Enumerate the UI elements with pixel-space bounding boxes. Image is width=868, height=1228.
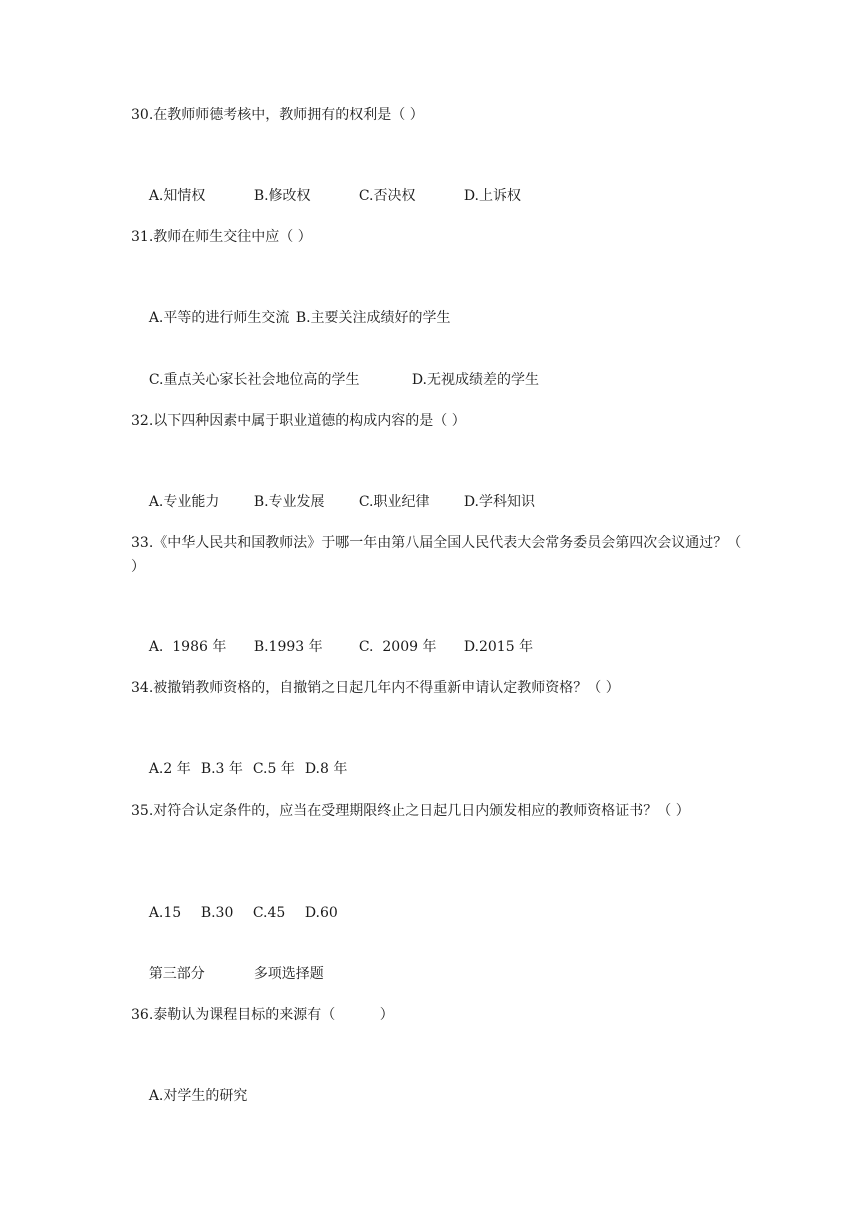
option-a: A.专业能力 — [148, 494, 220, 510]
option-c: C. 2009 年 — [358, 639, 437, 655]
option-b: B.1993 年 — [253, 639, 323, 655]
question-32-options — [131, 472, 535, 532]
question-31-options-line1 — [131, 288, 451, 348]
option-d: D.60 — [304, 905, 338, 921]
option-c: C.5 年 — [252, 761, 295, 777]
question-35-stem: 35.对符合认定条件的，应当在受理期限终止之日起几日内颁发相应的教师资格证书？（ ） — [131, 803, 690, 819]
option-c: C.重点关心家长社会地位高的学生 — [148, 372, 360, 388]
section-heading — [131, 944, 324, 1004]
option-a: A. 1986 年 — [148, 639, 227, 655]
option-d: D.8 年 — [304, 761, 348, 777]
option-b: B.修改权 — [253, 188, 311, 204]
option-d: D.上诉权 — [463, 188, 521, 204]
question-31-options-line2 — [131, 350, 539, 410]
option-c: C.45 — [252, 905, 286, 921]
question-33-options — [131, 617, 533, 677]
question-36-options — [131, 1066, 247, 1126]
option-c: C.否决权 — [358, 188, 416, 204]
question-34-options — [131, 739, 347, 799]
question-32-stem: 32.以下四种因素中属于职业道德的构成内容的是（ ） — [131, 413, 466, 429]
question-34-stem: 34.被撤销教师资格的，自撤销之日起几年内不得重新申请认定教师资格？（ ） — [131, 680, 620, 696]
option-b: B.30 — [200, 905, 234, 921]
question-33-stem: 33.《中华人民共和国教师法》于哪一年由第八届全国人民代表大会常务委员会第四次会议通过？（ ） — [131, 535, 742, 575]
option-a: A.知情权 — [148, 188, 206, 204]
question-31-stem: 31.教师在师生交往中应（ ） — [131, 229, 312, 245]
option-b: B.主要关注成绩好的学生 — [295, 310, 451, 326]
option-b: B.专业发展 — [253, 494, 325, 510]
option-d: D.学科知识 — [463, 494, 535, 510]
option-a: A.2 年 — [148, 761, 191, 777]
option-a: A.平等的进行师生交流 — [148, 310, 290, 326]
question-30-options — [131, 166, 521, 226]
option-a: A.15 — [148, 905, 182, 921]
section-title: 多项选择题 — [253, 966, 324, 982]
question-30-stem: 30.在教师师德考核中，教师拥有的权利是（ ） — [131, 107, 424, 123]
option-d: D.2015 年 — [463, 639, 534, 655]
section-label: 第三部分 — [148, 966, 205, 982]
question-35-options — [131, 883, 338, 943]
question-36-stem: 36.泰勒认为课程目标的来源有（ ） — [131, 1007, 394, 1023]
option-a: A.对学生的研究 — [148, 1088, 248, 1104]
option-b: B.3 年 — [200, 761, 243, 777]
option-c: C.职业纪律 — [358, 494, 430, 510]
option-d: D.无视成绩差的学生 — [411, 372, 539, 388]
